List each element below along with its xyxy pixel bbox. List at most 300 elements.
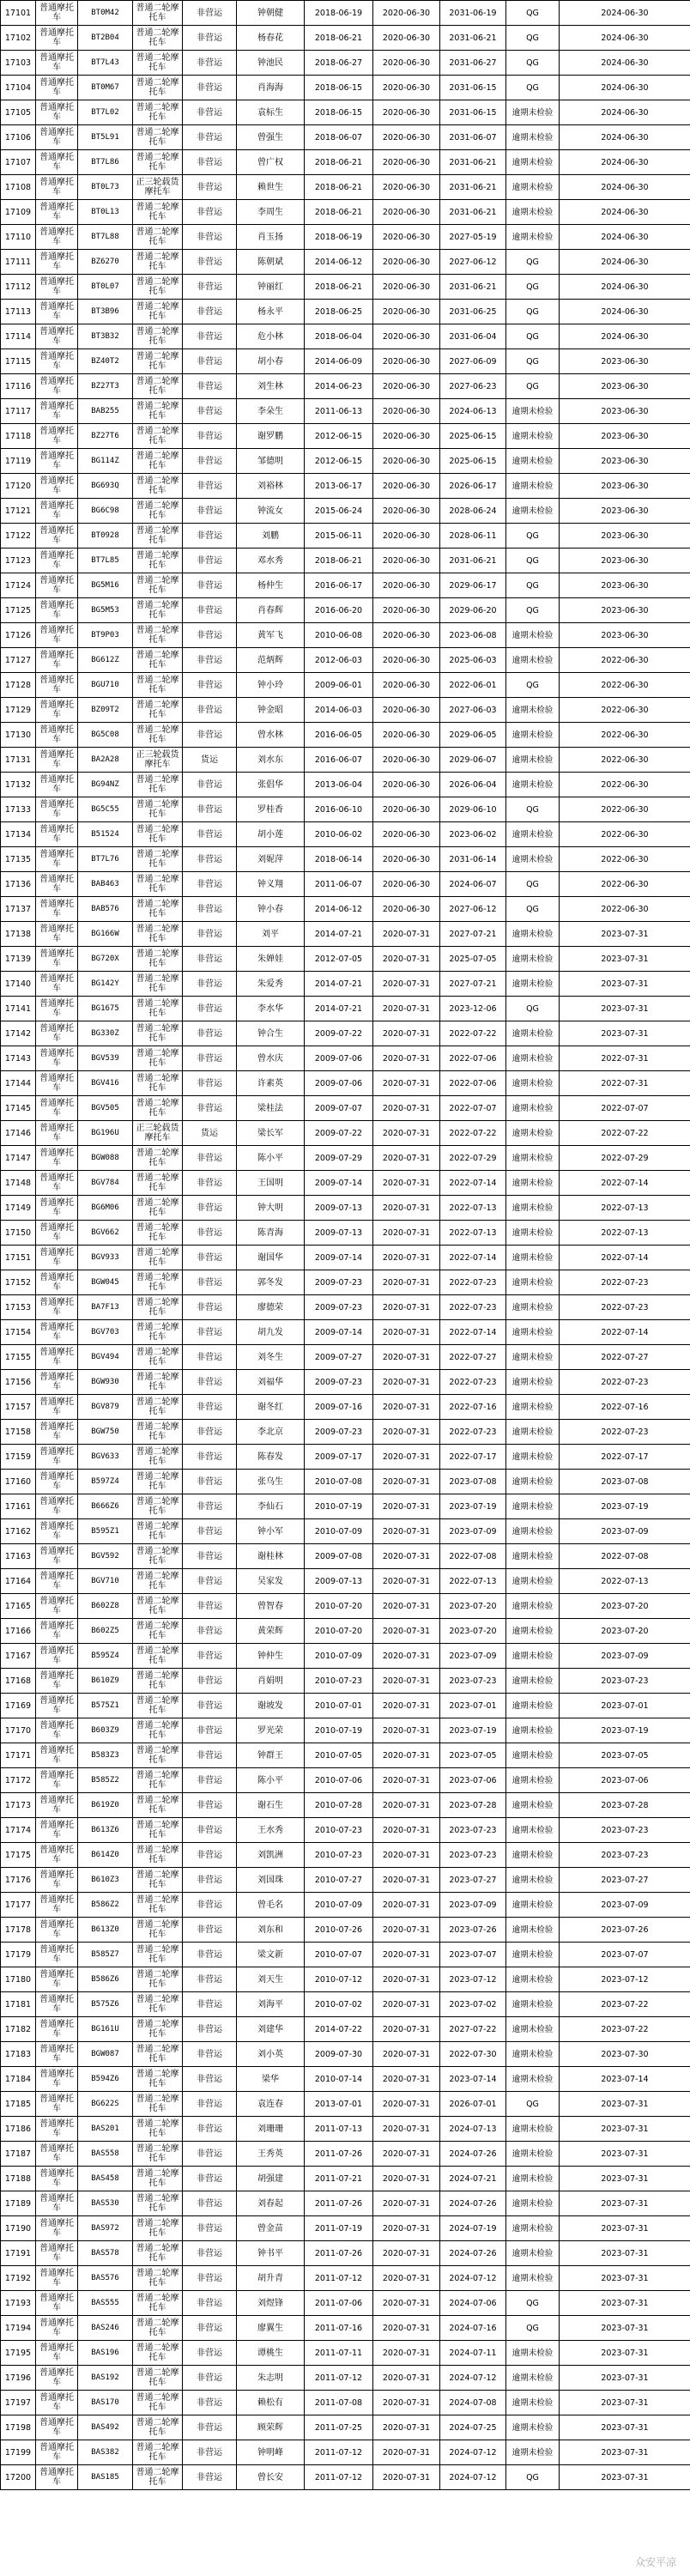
cell-first-registration: 2016-06-10 [305,797,373,822]
cell-scrap-deadline: 2024-07-12 [440,2366,506,2391]
cell-first-registration: 2009-07-29 [305,1146,373,1171]
cell-owner: 钟池民 [237,51,305,76]
cell-plate-number: BZ09T2 [78,698,133,723]
cell-owner: 谭桃生 [237,2341,305,2366]
cell-usage: 非营运 [183,648,237,673]
cell-serial: 17182 [1,2017,36,2042]
cell-owner: 张倡华 [237,773,305,797]
cell-inspection-expiry: 2020-06-30 [373,648,440,673]
cell-usage: 非营运 [183,1270,237,1295]
cell-scrap-deadline: 2031-06-21 [440,275,506,300]
cell-usage: 非营运 [183,549,237,573]
cell-inspection-expiry: 2020-07-31 [373,1818,440,1843]
cell-first-registration: 2010-07-14 [305,2067,373,2092]
cell-plate-number: BZ40T2 [78,349,133,374]
cell-scrap-deadline: 2031-06-15 [440,100,506,125]
cell-first-registration: 2010-07-05 [305,1743,373,1768]
cell-model: 普通二轮摩托车 [133,300,183,324]
cell-serial: 17162 [1,1519,36,1544]
cell-first-registration: 2011-07-12 [305,2465,373,2490]
cell-vehicle-type: 普通摩托车 [36,1943,78,1967]
cell-scrap-deadline: 2022-07-22 [440,1021,506,1046]
cell-model: 普通二轮摩托车 [133,2017,183,2042]
cell-model: 普通二轮摩托车 [133,1569,183,1594]
cell-first-registration: 2014-06-09 [305,349,373,374]
cell-owner: 王秀英 [237,2142,305,2167]
cell-vehicle-type: 普通摩托车 [36,922,78,947]
table-row [1,1046,690,1071]
cell-first-registration: 2010-07-23 [305,1669,373,1694]
cell-model: 普通二轮摩托车 [133,1370,183,1395]
cell-owner: 袁连春 [237,2092,305,2117]
cell-status: 逾期未检验 [506,2042,560,2067]
table-row [1,698,690,723]
cell-plate-number: BT3B32 [78,324,133,349]
cell-review-date: 2022-07-16 [560,1395,690,1420]
cell-serial: 17140 [1,972,36,997]
cell-scrap-deadline: 2023-07-14 [440,2067,506,2092]
table-row [1,2341,690,2366]
table-row [1,76,690,100]
cell-owner: 刘妮萍 [237,847,305,872]
cell-usage: 非营运 [183,200,237,225]
cell-review-date: 2023-07-23 [560,1669,690,1694]
cell-plate-number: BG5M16 [78,573,133,598]
cell-serial: 17133 [1,797,36,822]
cell-review-date: 2023-07-05 [560,1743,690,1768]
cell-serial: 17161 [1,1494,36,1519]
cell-vehicle-type: 普通摩托车 [36,673,78,698]
cell-review-date: 2023-07-14 [560,2067,690,2092]
cell-status: 逾期未检验 [506,2117,560,2142]
cell-vehicle-type: 普通摩托车 [36,2167,78,2191]
cell-review-date: 2022-07-13 [560,1569,690,1594]
cell-plate-number: BAS382 [78,2440,133,2465]
cell-owner: 刘春起 [237,2191,305,2216]
table-row [1,300,690,324]
cell-vehicle-type: 普通摩托车 [36,1967,78,1992]
cell-vehicle-type: 普通摩托车 [36,1146,78,1171]
cell-owner: 谢坡发 [237,1694,305,1718]
cell-vehicle-type: 普通摩托车 [36,300,78,324]
cell-review-date: 2024-06-30 [560,225,690,250]
cell-owner: 钟金昭 [237,698,305,723]
table-row [1,1345,690,1370]
cell-plate-number: B575Z6 [78,1992,133,2017]
cell-first-registration: 2009-07-13 [305,1221,373,1246]
cell-plate-number: BGV633 [78,1445,133,1470]
cell-model: 普通二轮摩托车 [133,1743,183,1768]
cell-model: 普通二轮摩托车 [133,1494,183,1519]
cell-inspection-expiry: 2020-07-31 [373,1967,440,1992]
cell-model: 普通二轮摩托车 [133,1,183,26]
cell-usage: 非营运 [183,1992,237,2017]
table-row [1,549,690,573]
cell-serial: 17131 [1,748,36,773]
cell-owner: 钟明峰 [237,2440,305,2465]
cell-review-date: 2023-07-31 [560,2167,690,2191]
cell-plate-number: B586Z6 [78,1967,133,1992]
cell-plate-number: BGV784 [78,1171,133,1196]
cell-inspection-expiry: 2020-07-31 [373,1320,440,1345]
cell-review-date: 2024-06-30 [560,175,690,200]
cell-review-date: 2023-06-30 [560,349,690,374]
cell-serial: 17146 [1,1121,36,1146]
table-row [1,573,690,598]
table-row [1,1270,690,1295]
cell-usage: 非营运 [183,1544,237,1569]
cell-owner: 钟仲生 [237,1644,305,1669]
table-row [1,26,690,51]
cell-scrap-deadline: 2025-06-15 [440,424,506,449]
cell-serial: 17177 [1,1893,36,1918]
cell-vehicle-type: 普通摩托车 [36,324,78,349]
cell-inspection-expiry: 2020-07-31 [373,1918,440,1943]
cell-first-registration: 2010-06-08 [305,623,373,648]
cell-review-date: 2023-07-31 [560,2440,690,2465]
cell-first-registration: 2011-06-13 [305,399,373,424]
cell-serial: 17134 [1,822,36,847]
cell-scrap-deadline: 2027-06-12 [440,250,506,275]
cell-first-registration: 2015-06-24 [305,499,373,524]
cell-serial: 17184 [1,2067,36,2092]
cell-owner: 钟小玲 [237,673,305,698]
cell-vehicle-type: 普通摩托车 [36,2017,78,2042]
cell-review-date: 2024-06-30 [560,51,690,76]
cell-inspection-expiry: 2020-07-31 [373,1420,440,1445]
cell-inspection-expiry: 2020-07-31 [373,2415,440,2440]
cell-owner: 吴家发 [237,1569,305,1594]
table-row [1,2191,690,2216]
cell-vehicle-type: 普通摩托车 [36,2092,78,2117]
table-row [1,2216,690,2241]
cell-vehicle-type: 普通摩托车 [36,2465,78,2490]
cell-owner: 钟丽红 [237,275,305,300]
cell-vehicle-type: 普通摩托车 [36,2067,78,2092]
cell-serial: 17135 [1,847,36,872]
cell-status: QG [506,2291,560,2316]
cell-first-registration: 2012-06-03 [305,648,373,673]
cell-review-date: 2024-06-30 [560,250,690,275]
cell-status: 逾期未检验 [506,623,560,648]
cell-status: QG [506,673,560,698]
table-row [1,723,690,748]
cell-review-date: 2023-06-30 [560,424,690,449]
cell-first-registration: 2010-07-09 [305,1893,373,1918]
cell-review-date: 2023-07-08 [560,1470,690,1494]
cell-scrap-deadline: 2029-06-05 [440,723,506,748]
cell-vehicle-type: 普通摩托车 [36,26,78,51]
cell-plate-number: BGW087 [78,2042,133,2067]
cell-vehicle-type: 普通摩托车 [36,2142,78,2167]
cell-serial: 17153 [1,1295,36,1320]
table-row [1,1644,690,1669]
cell-status: 逾期未检验 [506,1992,560,2017]
cell-model: 普通二轮摩托车 [133,2117,183,2142]
cell-review-date: 2023-07-28 [560,1793,690,1818]
cell-status: 逾期未检验 [506,175,560,200]
cell-vehicle-type: 普通摩托车 [36,573,78,598]
cell-inspection-expiry: 2020-07-31 [373,1246,440,1270]
cell-plate-number: BG6M06 [78,1196,133,1221]
cell-scrap-deadline: 2022-07-07 [440,1096,506,1121]
cell-vehicle-type: 普通摩托车 [36,2341,78,2366]
cell-scrap-deadline: 2025-07-05 [440,947,506,972]
cell-inspection-expiry: 2020-07-31 [373,1893,440,1918]
cell-scrap-deadline: 2023-07-05 [440,1743,506,1768]
cell-inspection-expiry: 2020-07-31 [373,2042,440,2067]
cell-status: 逾期未检验 [506,2167,560,2191]
cell-vehicle-type: 普通摩托车 [36,2117,78,2142]
cell-status: 逾期未检验 [506,2241,560,2266]
cell-inspection-expiry: 2020-07-31 [373,2092,440,2117]
cell-usage: 非营运 [183,1943,237,1967]
cell-owner: 邓水秀 [237,549,305,573]
cell-vehicle-type: 普通摩托车 [36,1196,78,1221]
cell-usage: 非营运 [183,847,237,872]
cell-vehicle-type: 普通摩托车 [36,1370,78,1395]
cell-inspection-expiry: 2020-06-30 [373,723,440,748]
cell-vehicle-type: 普通摩托车 [36,1818,78,1843]
cell-usage: 非营运 [183,1818,237,1843]
cell-owner: 廖翼生 [237,2316,305,2341]
cell-serial: 17101 [1,1,36,26]
cell-serial: 17145 [1,1096,36,1121]
cell-model: 普通二轮摩托车 [133,1544,183,1569]
cell-status: 逾期未检验 [506,100,560,125]
table-row [1,1544,690,1569]
cell-owner: 刘生林 [237,374,305,399]
cell-first-registration: 2016-06-17 [305,573,373,598]
cell-plate-number: BG5M53 [78,598,133,623]
cell-plate-number: BGU710 [78,673,133,698]
cell-serial: 17149 [1,1196,36,1221]
cell-owner: 曾毛名 [237,1893,305,1918]
cell-owner: 朱爱秀 [237,972,305,997]
cell-status: 逾期未检验 [506,1544,560,1569]
cell-serial: 17160 [1,1470,36,1494]
cell-usage: 非营运 [183,2366,237,2391]
cell-scrap-deadline: 2023-06-02 [440,822,506,847]
cell-inspection-expiry: 2020-07-31 [373,1370,440,1395]
cell-plate-number: B51524 [78,822,133,847]
cell-model: 普通二轮摩托车 [133,524,183,549]
cell-scrap-deadline: 2023-07-23 [440,1843,506,1868]
cell-vehicle-type: 普通摩托车 [36,723,78,748]
cell-serial: 17104 [1,76,36,100]
cell-scrap-deadline: 2023-07-27 [440,1868,506,1893]
cell-review-date: 2023-07-22 [560,1992,690,2017]
cell-serial: 17197 [1,2391,36,2415]
cell-inspection-expiry: 2020-06-30 [373,499,440,524]
cell-inspection-expiry: 2020-07-31 [373,1768,440,1793]
cell-first-registration: 2015-06-11 [305,524,373,549]
cell-inspection-expiry: 2020-06-30 [373,673,440,698]
table-row [1,1893,690,1918]
cell-review-date: 2024-06-30 [560,125,690,150]
cell-first-registration: 2014-06-12 [305,250,373,275]
cell-plate-number: BG114Z [78,449,133,474]
cell-plate-number: BT7L76 [78,847,133,872]
cell-inspection-expiry: 2020-07-31 [373,1743,440,1768]
cell-scrap-deadline: 2022-07-22 [440,1121,506,1146]
cell-inspection-expiry: 2020-06-30 [373,449,440,474]
cell-usage: 非营运 [183,1021,237,1046]
cell-scrap-deadline: 2031-06-27 [440,51,506,76]
cell-owner: 刘平 [237,922,305,947]
cell-usage: 非营运 [183,598,237,623]
cell-plate-number: B602Z5 [78,1619,133,1644]
cell-first-registration: 2009-07-23 [305,1370,373,1395]
cell-serial: 17107 [1,150,36,175]
cell-review-date: 2024-06-30 [560,200,690,225]
cell-inspection-expiry: 2020-07-31 [373,1669,440,1694]
cell-owner: 黄荣辉 [237,1619,305,1644]
table-row [1,1494,690,1519]
cell-inspection-expiry: 2020-06-30 [373,797,440,822]
cell-vehicle-type: 普通摩托车 [36,698,78,723]
cell-review-date: 2023-07-31 [560,2291,690,2316]
cell-review-date: 2023-07-27 [560,1868,690,1893]
cell-first-registration: 2010-07-28 [305,1793,373,1818]
cell-usage: 非营运 [183,1619,237,1644]
cell-scrap-deadline: 2022-07-06 [440,1071,506,1096]
cell-inspection-expiry: 2020-07-31 [373,2142,440,2167]
cell-inspection-expiry: 2020-07-31 [373,1544,440,1569]
cell-first-registration: 2014-06-23 [305,374,373,399]
table-row [1,997,690,1021]
cell-usage: 非营运 [183,797,237,822]
table-row [1,2316,690,2341]
cell-vehicle-type: 普通摩托车 [36,1594,78,1619]
table-row [1,125,690,150]
table-row [1,1470,690,1494]
cell-plate-number: BG5C08 [78,723,133,748]
cell-usage: 非营运 [183,2341,237,2366]
cell-first-registration: 2011-06-07 [305,872,373,897]
cell-inspection-expiry: 2020-06-30 [373,698,440,723]
cell-review-date: 2024-06-30 [560,76,690,100]
cell-model: 普通二轮摩托车 [133,1320,183,1345]
cell-usage: 非营运 [183,1494,237,1519]
cell-model: 普通二轮摩托车 [133,225,183,250]
cell-serial: 17119 [1,449,36,474]
cell-scrap-deadline: 2031-06-07 [440,125,506,150]
cell-usage: 非营运 [183,349,237,374]
cell-serial: 17110 [1,225,36,250]
cell-usage: 非营运 [183,2142,237,2167]
cell-usage: 非营运 [183,2391,237,2415]
cell-first-registration: 2016-06-07 [305,748,373,773]
cell-status: 逾期未检验 [506,1395,560,1420]
cell-review-date: 2023-07-31 [560,1021,690,1046]
cell-status: 逾期未检验 [506,748,560,773]
cell-first-registration: 2014-07-22 [305,2017,373,2042]
cell-vehicle-type: 普通摩托车 [36,1221,78,1246]
cell-inspection-expiry: 2020-07-31 [373,1943,440,1967]
cell-first-registration: 2009-07-14 [305,1246,373,1270]
cell-vehicle-type: 普通摩托车 [36,125,78,150]
cell-review-date: 2023-07-31 [560,2341,690,2366]
cell-usage: 非营运 [183,1445,237,1470]
cell-first-registration: 2011-07-12 [305,2266,373,2291]
cell-serial: 17191 [1,2241,36,2266]
cell-serial: 17196 [1,2366,36,2391]
cell-model: 普通二轮摩托车 [133,1519,183,1544]
cell-vehicle-type: 普通摩托车 [36,1046,78,1071]
cell-inspection-expiry: 2020-07-31 [373,1221,440,1246]
cell-first-registration: 2010-07-19 [305,1718,373,1743]
table-row [1,1718,690,1743]
cell-plate-number: BAB576 [78,897,133,922]
cell-scrap-deadline: 2023-06-08 [440,623,506,648]
cell-status: 逾期未检验 [506,1893,560,1918]
cell-plate-number: B583Z3 [78,1743,133,1768]
cell-usage: 非营运 [183,972,237,997]
cell-vehicle-type: 普通摩托车 [36,2440,78,2465]
cell-model: 普通二轮摩托车 [133,200,183,225]
cell-serial: 17117 [1,399,36,424]
cell-status: QG [506,573,560,598]
cell-vehicle-type: 普通摩托车 [36,150,78,175]
cell-usage: 非营运 [183,1644,237,1669]
cell-review-date: 2023-07-31 [560,2142,690,2167]
cell-usage: 非营运 [183,2017,237,2042]
cell-vehicle-type: 普通摩托车 [36,2191,78,2216]
cell-model: 普通二轮摩托车 [133,573,183,598]
cell-model: 普通二轮摩托车 [133,1893,183,1918]
cell-vehicle-type: 普通摩托车 [36,2366,78,2391]
cell-scrap-deadline: 2024-07-08 [440,2391,506,2415]
cell-serial: 17172 [1,1768,36,1793]
cell-serial: 17123 [1,549,36,573]
cell-status: 逾期未检验 [506,648,560,673]
cell-serial: 17167 [1,1644,36,1669]
cell-plate-number: BGW930 [78,1370,133,1395]
cell-status: QG [506,797,560,822]
cell-review-date: 2023-07-31 [560,2241,690,2266]
cell-first-registration: 2018-06-25 [305,300,373,324]
cell-model: 普通二轮摩托车 [133,2415,183,2440]
cell-owner: 梁文新 [237,1943,305,1967]
cell-usage: 非营运 [183,723,237,748]
cell-usage: 非营运 [183,1395,237,1420]
cell-model: 普通二轮摩托车 [133,2241,183,2266]
cell-model: 普通二轮摩托车 [133,1818,183,1843]
cell-status: 逾期未检验 [506,150,560,175]
cell-serial: 17143 [1,1046,36,1071]
table-row [1,1221,690,1246]
cell-usage: 非营运 [183,1868,237,1893]
cell-plate-number: BAS246 [78,2316,133,2341]
cell-model: 普通二轮摩托车 [133,250,183,275]
cell-model: 普通二轮摩托车 [133,698,183,723]
cell-plate-number: BG94NZ [78,773,133,797]
cell-scrap-deadline: 2027-07-21 [440,922,506,947]
cell-review-date: 2023-07-19 [560,1718,690,1743]
cell-scrap-deadline: 2026-06-17 [440,474,506,499]
table-row [1,1818,690,1843]
cell-scrap-deadline: 2027-05-19 [440,225,506,250]
cell-inspection-expiry: 2020-07-31 [373,2017,440,2042]
cell-status: QG [506,524,560,549]
cell-review-date: 2023-06-30 [560,374,690,399]
cell-owner: 刘福华 [237,1370,305,1395]
cell-first-registration: 2011-07-16 [305,2316,373,2341]
cell-first-registration: 2018-06-21 [305,150,373,175]
cell-model: 普通二轮摩托车 [133,2291,183,2316]
cell-scrap-deadline: 2024-07-12 [440,2440,506,2465]
